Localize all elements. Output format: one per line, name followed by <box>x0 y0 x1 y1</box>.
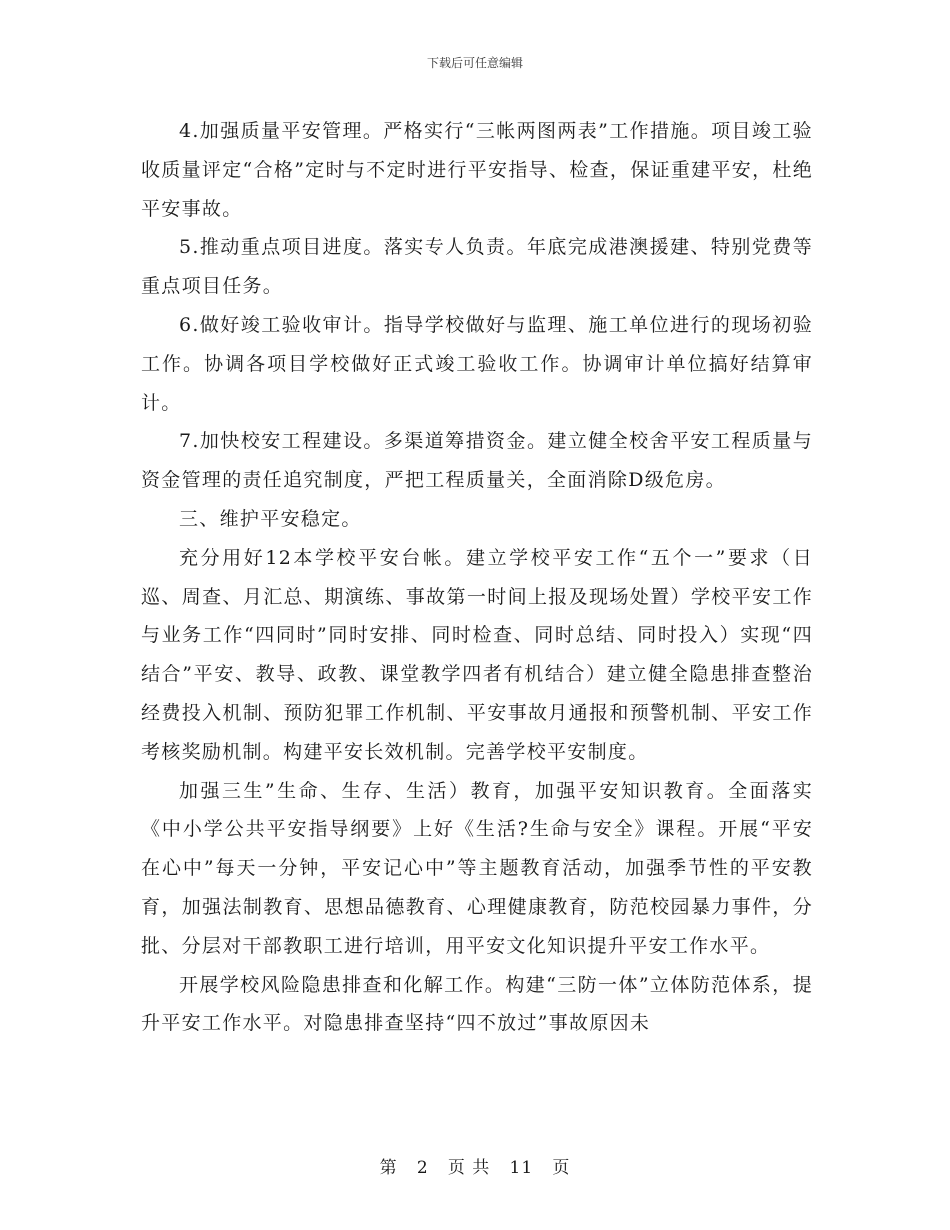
paragraph-key-projects: 5.推动重点项目进度。落实专人负责。年底完成港澳援建、特别党费等重点项目任务。 <box>141 236 813 298</box>
document-body <box>141 112 813 1043</box>
paragraph-quality-safety: 4.加强质量平安管理。严格实行“三帐两图两表”工作措施。项目竣工验收质量评定“合格”定时与不定时进行平安指导、检查，保证重建平安，杜绝平安事故。 <box>141 120 813 220</box>
paragraph-safety-ledgers: 充分用好12本学校平安台帐。建立学校平安工作“五个一”要求（日巡、周查、月汇总、期演练、事故第一时间上报及现场处置）学校平安工作与业务工作“四同时”同时安排、同时检查、同时总结、同时投入）实现“四结合”平安、教导、政教、课堂教学四者有机结合）建立健全隐患排查整治经费投入机制、预防犯罪工作机制、平安事故月通报和预警机制、平安工作考核奖励机制。构建平安长效机制。完善学校平安制度。 <box>141 546 813 763</box>
footer-suffix: 页 <box>552 1158 571 1178</box>
total-pages-number: 11 <box>509 1158 534 1178</box>
paragraph-risk-inspection: 开展学校风险隐患排查和化解工作。构建“三防一体”立体防范体系，提升平安工作水平。对隐患排查坚持“四不放过”事故原因未 <box>141 973 813 1035</box>
page-footer <box>0 1153 950 1178</box>
footer-prefix: 第 <box>379 1158 398 1178</box>
paragraph-acceptance-audit: 6.做好竣工验收审计。指导学校做好与监理、施工单位进行的现场初验工作。协调各项目学校做好正式竣工验收工作。协调审计单位搞好结算审计。 <box>141 313 813 414</box>
paragraph-safety-education: 加强三生”生命、生存、生活）教育，加强平安知识教育。全面落实《中小学公共平安指导纲要》上好《生活?生命与安全》课程。开展“平安在心中”每天一分钟，平安记心中”等主题教育活动，加强季节性的平安教育，加强法制教育、思想品德教育、心理健康教育，防范校园暴力事件，分批、分层对干部教职工进行培训，用平安文化知识提升平安工作水平。 <box>141 779 813 957</box>
paragraph-school-safety-project: 7.加快校安工程建设。多渠道筹措资金。建立健全校舍平安工程质量与资金管理的责任追究制度，严把工程质量关，全面消除D级危房。 <box>141 430 813 492</box>
footer-mid: 页 共 <box>447 1158 491 1178</box>
section-heading-safety-stability: 三、维护平安稳定。 <box>179 507 362 530</box>
header-note: 下载后可任意编辑 <box>426 56 523 70</box>
current-page-number: 2 <box>416 1158 429 1178</box>
